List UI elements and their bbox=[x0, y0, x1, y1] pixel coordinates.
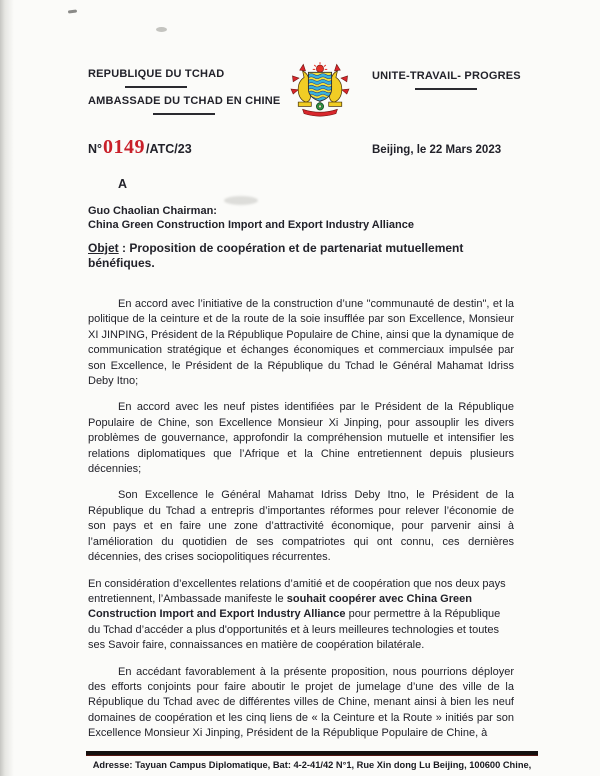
reference-number bbox=[88, 137, 192, 157]
addressee-organization: China Green Construction Import and Export Industry Alliance bbox=[88, 219, 414, 231]
date-line: Beijing, le 22 Mars 2023 bbox=[372, 144, 502, 156]
embassy-address: Adresse: Tayuan Campus Diplomatique, Bat: 4-2-41/42 N°1, Rue Xin dong Lu Beijing, 100600 Chine, bbox=[92, 760, 532, 770]
country-name: REPUBLIQUE DU TCHAD bbox=[88, 68, 225, 80]
letter-body bbox=[88, 297, 514, 753]
subject-text: : Proposition de coopération et de partenariat mutuellement bénéfiques. bbox=[88, 241, 464, 270]
scan-edge-shadow bbox=[0, 0, 14, 776]
paragraph-4-lead: En considération d’excellentes relations d’amitié et de coopération que nos deux pays entretiennent, l’Ambassade manifeste le bbox=[88, 577, 506, 605]
scan-speck bbox=[68, 9, 77, 13]
letterhead-right bbox=[372, 70, 532, 90]
paragraph-4-emphasis: souhait coopérer avec China Green Construction Import and Export Industry Alliance bbox=[88, 592, 472, 621]
national-motto: UNITE-TRAVAIL- PROGRES bbox=[372, 70, 521, 82]
footer-rule bbox=[86, 751, 538, 756]
subject-label: Objet bbox=[88, 241, 119, 255]
letter-footer bbox=[86, 751, 538, 770]
ref-prefix: N° bbox=[88, 142, 103, 156]
divider bbox=[125, 86, 187, 88]
addressee-block bbox=[88, 177, 518, 232]
salutation: A bbox=[118, 177, 128, 191]
letterhead-left bbox=[88, 68, 288, 115]
subject-line bbox=[88, 241, 518, 271]
divider bbox=[153, 113, 215, 115]
embassy-name: AMBASSADE DU TCHAD EN CHINE bbox=[88, 95, 281, 107]
scan-speck bbox=[156, 27, 167, 32]
ref-suffix: /ATC/23 bbox=[146, 142, 192, 156]
ref-number: 0149 bbox=[103, 136, 146, 158]
paragraph-4 bbox=[88, 577, 514, 654]
paragraph-1: En accord avec l’initiative de la construction d’une "communauté de destin", et la politique de la ceinture et de la route de la soie insufflée par son Excellence, Monsieur XI JINPING, Président de la République Populaire de Chine, ainsi que la dynamique de communication stratégique et échanges économiques et commerciaux impulsée par son Excellence, le Président de la République du Tchad le Général Mahamat Idriss Deby Itno; bbox=[88, 298, 514, 388]
paragraph-3: Son Excellence le Général Mahamat Idriss Deby Itno, le Président de la République du Tchad a entrepris d’importantes réformes pour relever l’économie de son pays et en faire une zone d’attractivité économique, pour parvenir ainsi à l’amélioration du quotidien de ses compatriotes qui ont connu, ces dernières décennies, des crises sociopolitiques récurrentes. bbox=[88, 489, 514, 564]
divider bbox=[415, 88, 477, 90]
chad-coat-of-arms-icon bbox=[283, 60, 357, 123]
paragraph-5: En accédant favorablement à la présente proposition, nous pourrions déployer des efforts conjoints pour faire aboutir le projet de jumelage d’une des ville de la République du Tchad avec de différentes villes de Chine, menant ainsi à bien les neuf domaines de coopération et les cinq liens de « la Ceinture et la Route » initiés par son Excellence Monsieur Xi Jinping, Président de la République Populaire de Chine, à bbox=[88, 665, 514, 740]
addressee-name: Guo Chaolian Chairman: bbox=[88, 205, 217, 217]
paragraph-2: En accord avec les neuf pistes identifiées par le Président de la République Populaire de Chine, son Excellence Monsieur Xi Jinping, pour assouplir les divers problèmes de gouvernance, approfondir la compréhension mutuelle et intensifier les relations diplomatiques que l’Afrique et la Chine entretiennent depuis plusieurs décennies; bbox=[88, 401, 514, 476]
paragraph-4-tail: pour permettre à la République du Tchad d’accéder a plus d'opportunités et à leurs meilleures technologies et toutes ses Savoir faire, connaissances en matière de coopération bilatérale. bbox=[88, 608, 501, 652]
